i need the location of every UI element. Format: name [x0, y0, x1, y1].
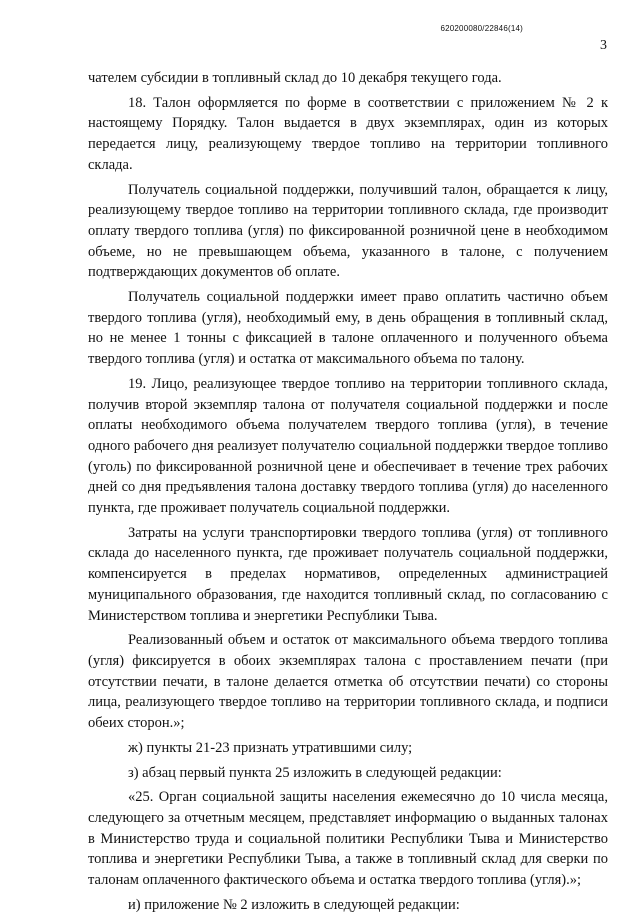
paragraph-continuation: чателем субсидии в топливный склад до 10 декабря текущего года.	[88, 70, 502, 86]
document-body	[88, 68, 608, 919]
paragraph-subitem-i: и) приложение № 2 изложить в следующей редакции:	[128, 896, 460, 913]
paragraph-subitem-zh: ж) пункты 21-23 признать утратившими силу;	[128, 739, 413, 756]
paragraph-volume-fixation: Реализованный объем и остаток от максимального объема твердого топлива (угля) фиксируется в обоих экземплярах талона с проставлением печати (при отсутствии печати, в талоне делается отметка об отсутствии печати) со стороны лица, реализующего твердое топливо на территории топливного склада, и подписи обеих сторон.»;	[88, 632, 608, 732]
paragraph-item-18: 18. Талон оформляется по форме в соответствии с приложением № 2 к настоящему Порядку. Талон выдается в двух экземплярах, один из которых передается лицу, реализующему твердое топливо на территории топливного склада.	[88, 94, 608, 173]
paragraph-transport-costs: Затраты на услуги транспортировки твердого топлива (угля) от топливного склада до населенного пункта, где проживает получатель социальной поддержки, компенсируется в пределах нормативов, определенных администрацией муниципального образования, где находится топливный склад, по согласованию с Министерством топлива и энергетики Республики Тыва.	[88, 524, 608, 624]
document-id: 620200080/22846(14)	[440, 24, 523, 33]
page-number: 3	[600, 38, 607, 53]
paragraph-item-19: 19. Лицо, реализующее твердое топливо на территории топливного склада, получив второй экземпляр талона от получателя социальной поддержки и после оплаты необходимого объема получателем твердого топлива (угля), в течение одного рабочего дня реализует получателю социальной поддержки твердое топливо (уголь) по фиксированной розничной цене и обеспечивает в течение трех рабочих дней со дня предъявления талона доставку твердого топлива (угля) до населенного пункта, где проживает получатель социальной поддержки.	[88, 375, 608, 517]
paragraph-partial-payment: Получатель социальной поддержки имеет право оплатить частично объем твердого топлива (угля), необходимый ему, в день обращения в топливный склад, но не менее 1 тонны с фиксацией в талоне оплаченного и полученного объема твердого топлива (угля) и остатка от максимального объема по талону.	[88, 289, 608, 368]
paragraph-talon-payment: Получатель социальной поддержки, получивший талон, обращается к лицу, реализующему твердое топливо на территории топливного склада, где производит оплату твердого топлива (угля) по фиксированной розничной цене в необходимом объеме, но не превышающем объема, указанного в талоне, с получением подтверждающих документов об оплате.	[88, 181, 608, 281]
paragraph-subitem-z: з) абзац первый пункта 25 изложить в следующей редакции:	[128, 764, 502, 781]
paragraph-item-25: «25. Орган социальной защиты населения ежемесячно до 10 числа месяца, следующего за отчетным месяцем, представляет информацию о выданных талонах в Министерство труда и социальной политики Республики Тыва и Министерство топлива и энергетики Республики Тыва, а также в топливный склад для сверки по талонам оплаченного фактического объема и остатка твердого топлива (угля).»;	[88, 789, 608, 889]
